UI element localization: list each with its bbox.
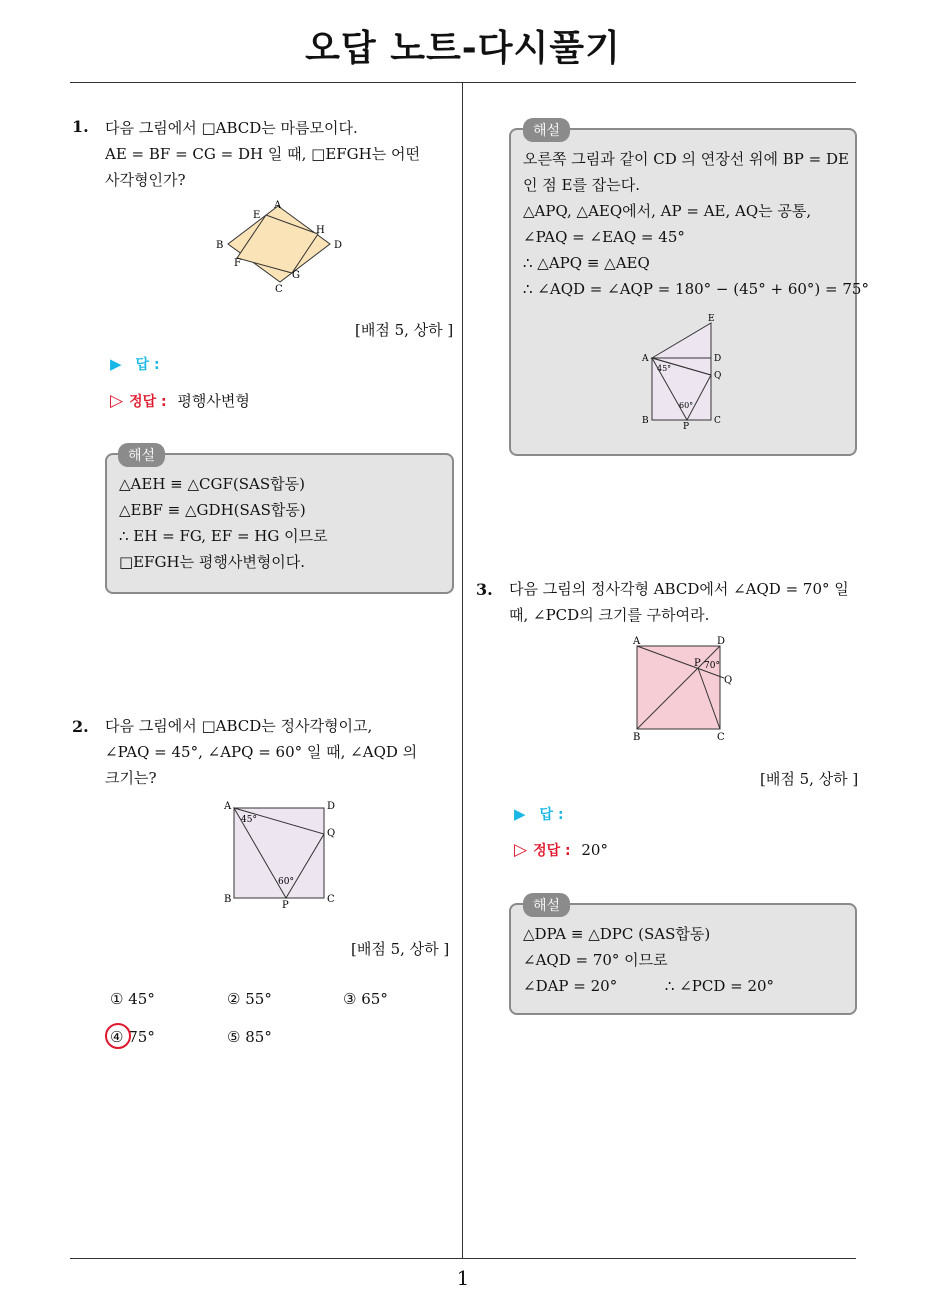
fig2-angle-60: 60°	[278, 877, 294, 887]
question-2-line: 다음 그림에서 □ABCD는 정사각형이고,	[105, 717, 373, 735]
question-1-correct	[110, 390, 250, 411]
solution-line: △AEH ≡ △CGF(SAS합동)	[119, 475, 305, 493]
fig3-angle-70: 70°	[704, 661, 720, 671]
question-2-score: [배점 5, 상하 ]	[351, 940, 450, 958]
solution-tag: 해설	[523, 118, 570, 142]
play-triangle-icon: ▶	[514, 805, 526, 823]
question-1-solution-box	[105, 453, 454, 594]
fig3-label-q: Q	[724, 675, 733, 686]
fig2-label-d: D	[327, 801, 336, 812]
outline-triangle-icon: ▷	[514, 840, 528, 860]
question-1-number: 1.	[72, 117, 89, 136]
question-3-text	[509, 576, 849, 628]
question-1-line: 사각형인가?	[105, 171, 186, 189]
fig3-label-a: A	[633, 636, 641, 647]
fig2-label-a: A	[224, 801, 232, 812]
fig1-label-b: B	[216, 240, 224, 251]
choice-text: 45°	[128, 990, 155, 1008]
solution-line: ∴ EH = FG, EF = HG 이므로	[119, 527, 328, 545]
solution-line: ∴ △APQ ≡ △AEQ	[523, 254, 650, 272]
footer-rule	[70, 1258, 856, 1259]
question-2-line: ∠PAQ = 45°, ∠APQ = 60° 일 때, ∠AQD 의	[105, 743, 418, 761]
question-3-correct-value: 20°	[581, 841, 608, 859]
solution-line: ∴ ∠AQD = ∠AQP = 180° − (45° + 60°) = 75°	[523, 280, 869, 298]
sfig-label-p: P	[683, 422, 690, 431]
question-2-text	[105, 713, 417, 791]
fig2-label-c: C	[327, 894, 335, 905]
sfig-label-c: C	[714, 416, 721, 426]
play-triangle-icon: ▶	[110, 355, 122, 373]
fig3-label-b: B	[633, 732, 641, 743]
question-2-number: 2.	[72, 717, 89, 736]
choice-text: 75°	[128, 1028, 155, 1046]
square-figure-q3	[626, 634, 746, 746]
correct-label: 정답 :	[533, 843, 571, 859]
choice-mark: ②	[227, 990, 241, 1008]
fig3-label-d: D	[717, 636, 726, 647]
question-2-line: 크기는?	[105, 769, 157, 787]
question-3-line: 다음 그림의 정사각형 ABCD에서 ∠AQD = 70° 일	[509, 580, 849, 598]
square-figure-q2	[220, 798, 350, 910]
choice-text: 85°	[245, 1028, 272, 1046]
choice-text: 65°	[361, 990, 388, 1008]
sfig-angle-45: 45°	[657, 364, 672, 373]
sfig-label-d: D	[714, 354, 722, 364]
fig3-label-p: P	[694, 658, 701, 669]
sfig-label-e: E	[708, 314, 715, 324]
question-1-correct-value: 평행사변형	[177, 392, 250, 410]
solution-figure-q2	[636, 313, 736, 431]
solution-line: ∠DAP = 20° ∴ ∠PCD = 20°	[523, 977, 775, 995]
fig2-angle-45: 45°	[241, 815, 257, 825]
solution-line: ∠PAQ = ∠EAQ = 45°	[523, 228, 685, 246]
rhombus-figure	[210, 196, 360, 296]
column-divider	[462, 83, 463, 1258]
question-3-answer-label	[514, 804, 564, 824]
selected-circle-icon	[105, 1023, 131, 1049]
solution-tag: 해설	[523, 893, 570, 917]
question-1-answer-label	[110, 354, 160, 374]
question-1-line: 다음 그림에서 □ABCD는 마름모이다.	[105, 119, 358, 137]
solution-line: △APQ, △AEQ에서, AP = AE, AQ는 공통,	[523, 202, 812, 220]
solution-line: △DPA ≡ △DPC (SAS합동)	[523, 925, 711, 943]
sfig-label-a: A	[642, 354, 649, 364]
solution-line: 인 점 E를 잡는다.	[523, 176, 640, 194]
answer-label-text: 답 :	[135, 357, 160, 373]
fig1-label-d: D	[334, 240, 343, 251]
page-number: 1	[456, 1266, 470, 1290]
question-3-number: 3.	[476, 580, 493, 599]
fig1-label-c: C	[275, 284, 283, 295]
question-1-score: [배점 5, 상하 ]	[355, 321, 454, 339]
fig1-label-a: A	[274, 200, 282, 211]
outline-triangle-icon: ▷	[110, 391, 124, 411]
solution-line: △EBF ≡ △GDH(SAS합동)	[119, 501, 306, 519]
choice-text: 55°	[245, 990, 272, 1008]
solution-tag: 해설	[118, 443, 165, 467]
correct-label: 정답 :	[129, 394, 167, 410]
choice-1[interactable]	[110, 990, 155, 1008]
fig1-label-g: G	[292, 270, 300, 281]
sfig-label-b: B	[642, 416, 649, 426]
title-rule	[70, 82, 856, 83]
question-1-text	[105, 115, 420, 193]
question-3-line: 때, ∠PCD의 크기를 구하여라.	[509, 606, 710, 624]
choice-mark: ⑤	[227, 1028, 241, 1046]
choice-mark: ①	[110, 990, 124, 1008]
choice-mark: ④	[110, 1028, 124, 1046]
fig3-label-c: C	[717, 732, 725, 743]
fig1-label-h: H	[316, 225, 325, 236]
fig2-label-b: B	[224, 894, 232, 905]
solution-line: □EFGH는 평행사변형이다.	[119, 553, 306, 571]
choice-2[interactable]	[227, 990, 272, 1008]
choice-3[interactable]	[343, 990, 388, 1008]
fig2-label-q: Q	[327, 828, 336, 839]
question-3-score: [배점 5, 상하 ]	[760, 770, 859, 788]
answer-label-text: 답 :	[539, 807, 564, 823]
question-3-solution-box	[509, 903, 857, 1015]
sfig-angle-60: 60°	[679, 401, 694, 410]
choice-mark: ③	[343, 990, 357, 1008]
question-1-line: AE = BF = CG = DH 일 때, □EFGH는 어떤	[105, 145, 420, 163]
sfig-label-q: Q	[714, 371, 722, 381]
question-3-correct	[514, 840, 608, 860]
solution-line: 오른쪽 그림과 같이 CD 의 연장선 위에 BP = DE	[523, 150, 849, 168]
fig1-label-e: E	[253, 210, 261, 221]
fig2-label-p: P	[282, 900, 289, 910]
page-title: 오답 노트-다시풀기	[305, 28, 621, 69]
choice-5[interactable]	[227, 1028, 272, 1046]
fig1-label-f: F	[234, 258, 241, 269]
solution-line: ∠AQD = 70° 이므로	[523, 951, 668, 969]
